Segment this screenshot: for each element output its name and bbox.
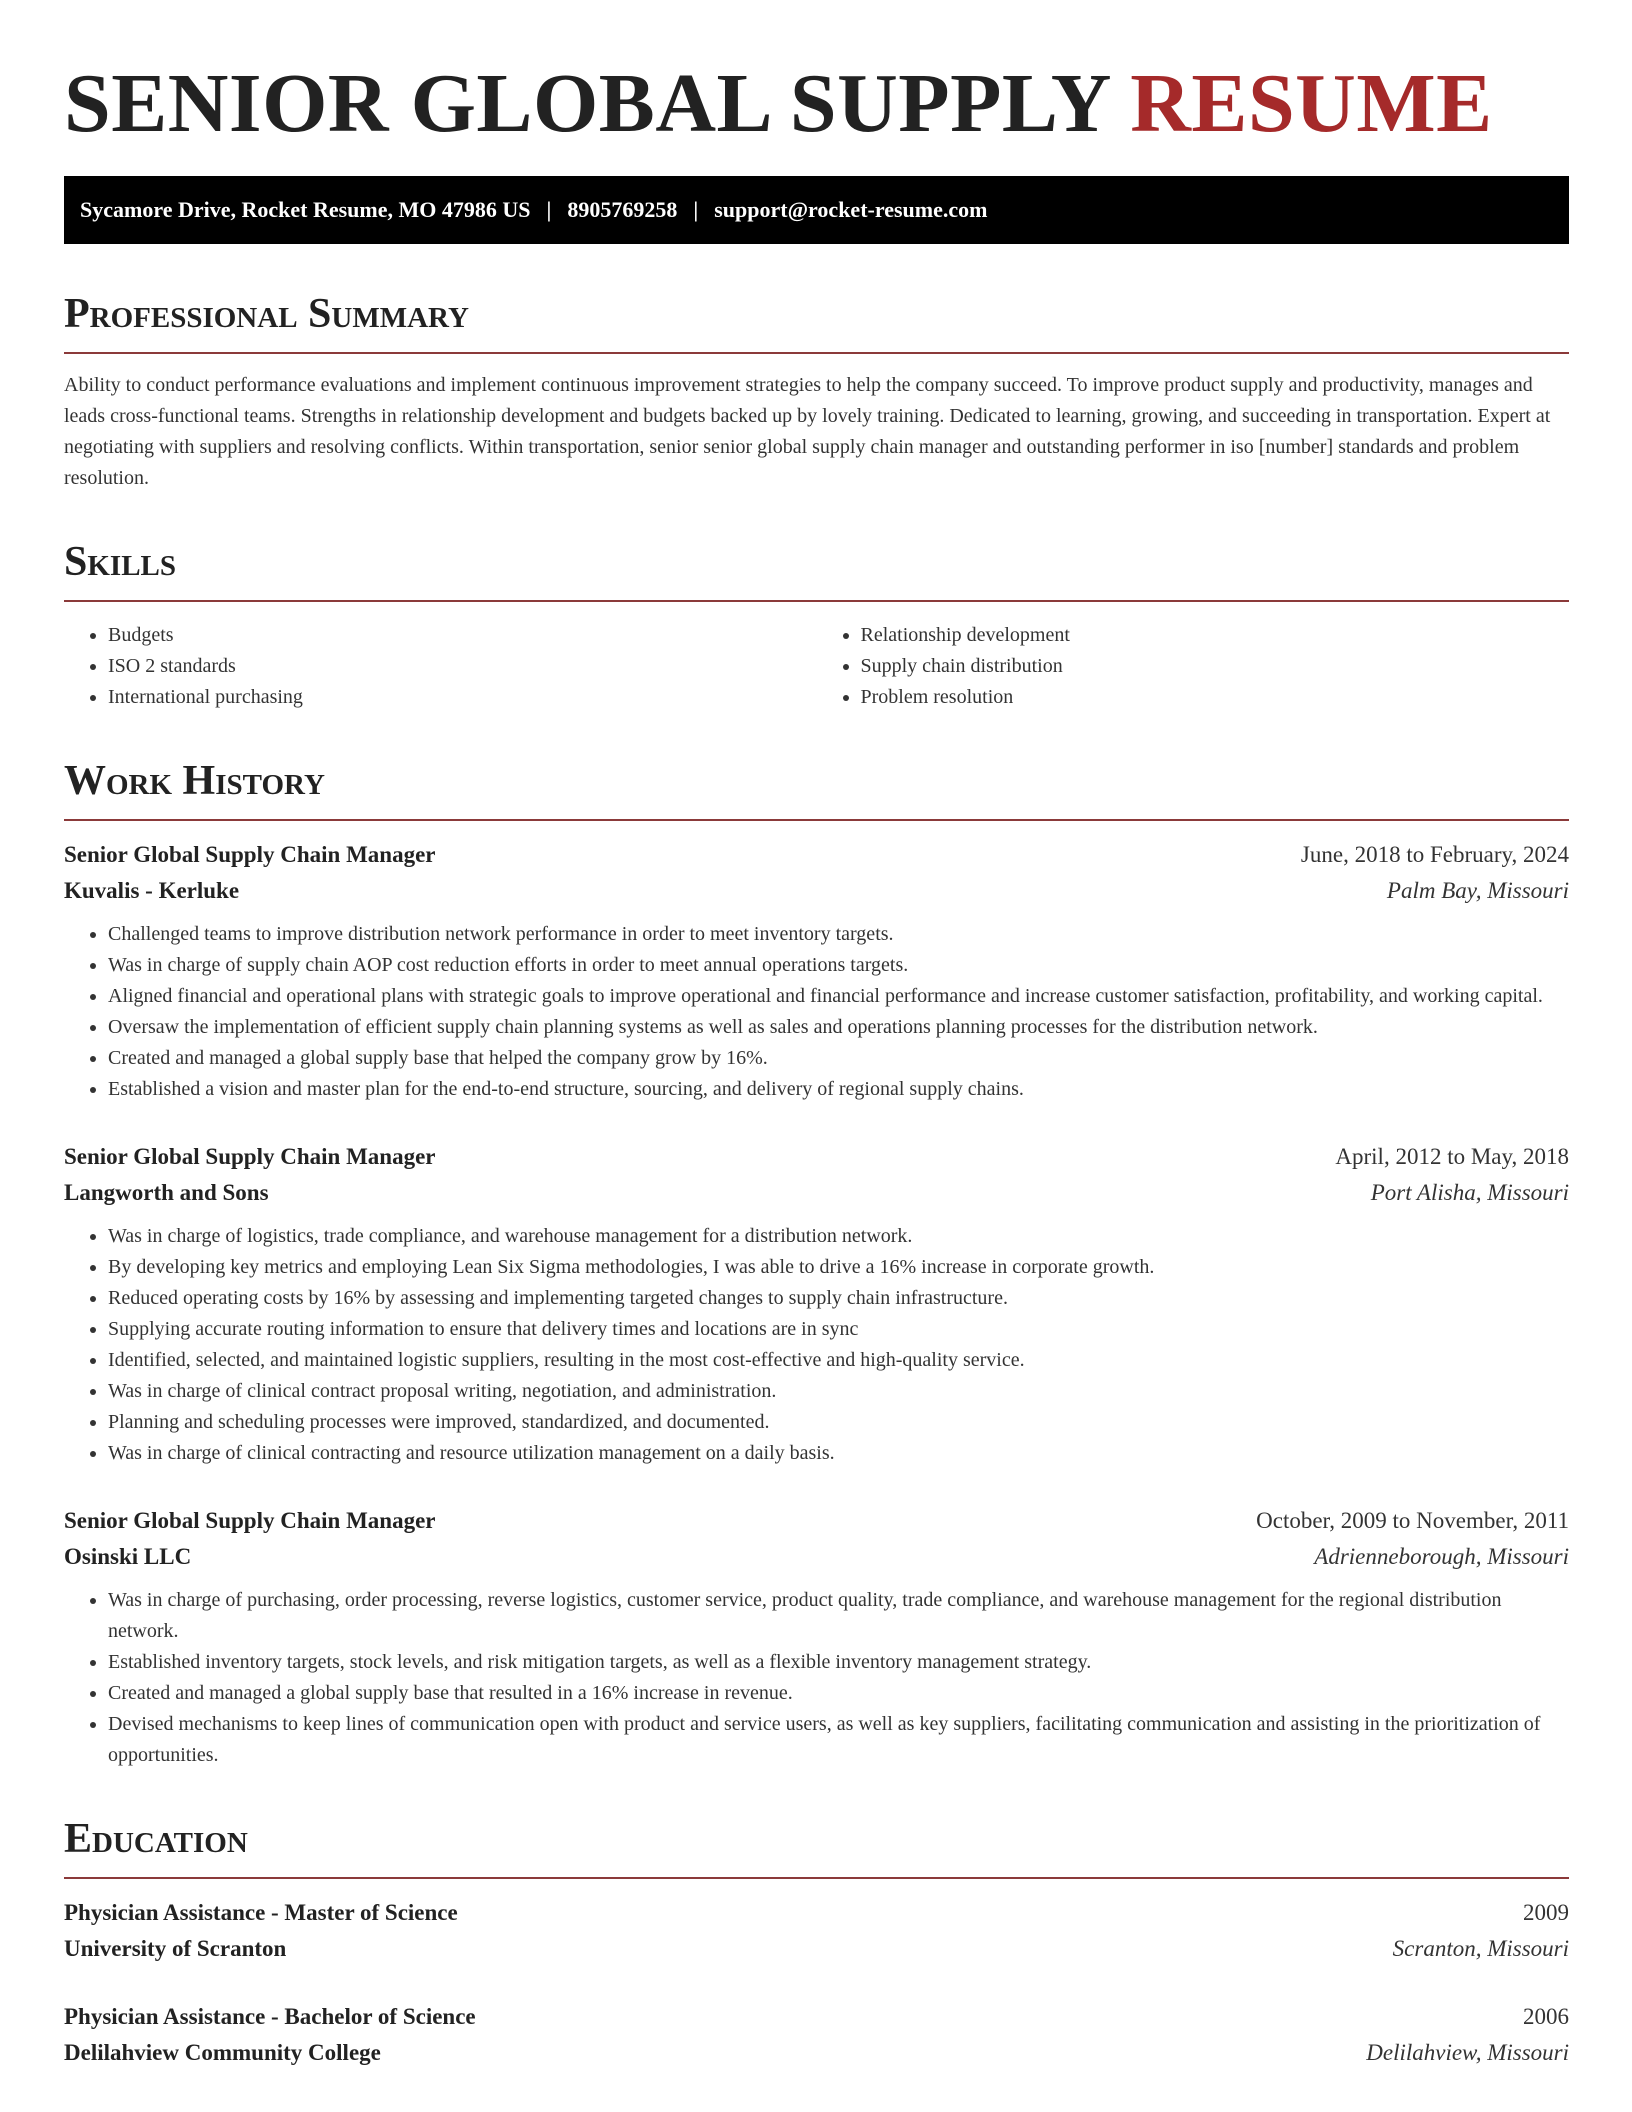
job-dates: April, 2012 to May, 2018 bbox=[1335, 1144, 1569, 1169]
job-bullet: • Was in charge of clinical contracting and resource utilization management on a daily basis. bbox=[108, 1438, 1569, 1469]
job-bullet: • Identified, selected, and maintained logistic suppliers, resulting in the most cost-effective and high-quality service. bbox=[108, 1345, 1569, 1376]
job-bullet: • Oversaw the implementation of efficient supply chain planning systems as well as sales and operations planning processes for the distribution network. bbox=[108, 1012, 1569, 1043]
education-entry bbox=[64, 1999, 1569, 2071]
education-year: 2009 bbox=[1523, 1900, 1569, 1925]
skills-column-right bbox=[817, 620, 1570, 713]
job-header-row bbox=[64, 1139, 1569, 1175]
job-bullet: • By developing key metrics and employing Lean Six Sigma methodologies, I was able to drive a 16% increase in corporate growth. bbox=[108, 1252, 1569, 1283]
education-entry bbox=[64, 1895, 1569, 1967]
job-header-row bbox=[64, 837, 1569, 873]
title-accent: RESUME bbox=[1130, 57, 1493, 150]
education-degree: Physician Assistance - Master of Science bbox=[64, 1900, 458, 1925]
job-location: Port Alisha, Missouri bbox=[1370, 1180, 1569, 1205]
job-bullet: • Was in charge of logistics, trade compliance, and warehouse management for a distribution network. bbox=[108, 1221, 1569, 1252]
job-company: Langworth and Sons bbox=[64, 1180, 269, 1205]
education-location: Scranton, Missouri bbox=[1392, 1936, 1569, 1961]
contact-address: Sycamore Drive, Rocket Resume, MO 47986 US bbox=[80, 197, 531, 222]
job-bullet: • Was in charge of supply chain AOP cost reduction efforts in order to meet annual operations targets. bbox=[108, 950, 1569, 981]
job-header-row bbox=[64, 1503, 1569, 1539]
education-school: Delilahview Community College bbox=[64, 2040, 381, 2065]
skill-item: • Problem resolution bbox=[861, 682, 1570, 713]
skill-item: • International purchasing bbox=[108, 682, 817, 713]
skills-list bbox=[64, 620, 1569, 713]
job-bullet: • Planning and scheduling processes were improved, standardized, and documented. bbox=[108, 1407, 1569, 1438]
skill-item: • ISO 2 standards bbox=[108, 651, 817, 682]
contact-separator: | bbox=[693, 197, 699, 222]
education-school-row bbox=[64, 1931, 1569, 1967]
resume-title bbox=[64, 56, 1569, 152]
skills-heading: Skills bbox=[64, 538, 1569, 602]
job-title: Senior Global Supply Chain Manager bbox=[64, 842, 436, 867]
job-bullet: • Devised mechanisms to keep lines of communication open with product and service users, as well as key suppliers, facilitating communication and assisting in the prioritization of opportunities. bbox=[108, 1709, 1569, 1771]
job-bullet: • Supplying accurate routing information to ensure that delivery times and locations are in sync bbox=[108, 1314, 1569, 1345]
job-company-row bbox=[64, 873, 1569, 909]
job-location: Adrienneborough, Missouri bbox=[1314, 1544, 1569, 1569]
education-school: University of Scranton bbox=[64, 1936, 287, 1961]
job-bullet: • Was in charge of clinical contract proposal writing, negotiation, and administration. bbox=[108, 1376, 1569, 1407]
skill-item: • Supply chain distribution bbox=[861, 651, 1570, 682]
job-bullet: • Established inventory targets, stock levels, and risk mitigation targets, as well as a flexible inventory management strategy. bbox=[108, 1647, 1569, 1678]
education-degree-row bbox=[64, 1895, 1569, 1931]
job-bullet: • Reduced operating costs by 16% by assessing and implementing targeted changes to supply chain infrastructure. bbox=[108, 1283, 1569, 1314]
skill-item: • Budgets bbox=[108, 620, 817, 651]
job-bullet: • Challenged teams to improve distribution network performance in order to meet inventory targets. bbox=[108, 919, 1569, 950]
education-year: 2006 bbox=[1523, 2004, 1569, 2029]
job-company: Kuvalis - Kerluke bbox=[64, 878, 240, 903]
job-title: Senior Global Supply Chain Manager bbox=[64, 1508, 436, 1533]
job-entry bbox=[64, 1139, 1569, 1469]
job-bullet: • Aligned financial and operational plans with strategic goals to improve operational and financial performance and increase customer satisfaction, profitability, and working capital. bbox=[108, 981, 1569, 1012]
job-company: Osinski LLC bbox=[64, 1544, 192, 1569]
contact-phone: 8905769258 bbox=[567, 197, 678, 222]
education-degree: Physician Assistance - Bachelor of Science bbox=[64, 2004, 476, 2029]
job-entry bbox=[64, 837, 1569, 1105]
skills-column-left bbox=[64, 620, 817, 713]
job-company-row bbox=[64, 1539, 1569, 1575]
job-title: Senior Global Supply Chain Manager bbox=[64, 1144, 436, 1169]
job-bullet: • Created and managed a global supply base that resulted in a 16% increase in revenue. bbox=[108, 1678, 1569, 1709]
education-heading: Education bbox=[64, 1815, 1569, 1879]
job-location: Palm Bay, Missouri bbox=[1386, 878, 1569, 903]
job-bullets bbox=[64, 1221, 1569, 1469]
title-main: SENIOR GLOBAL SUPPLY bbox=[64, 57, 1109, 150]
skill-item: • Relationship development bbox=[861, 620, 1570, 651]
education-degree-row bbox=[64, 1999, 1569, 2035]
contact-email: support@rocket-resume.com bbox=[714, 197, 988, 222]
job-bullets bbox=[64, 919, 1569, 1105]
education-school-row bbox=[64, 2035, 1569, 2071]
job-bullets bbox=[64, 1585, 1569, 1771]
education-location: Delilahview, Missouri bbox=[1366, 2040, 1569, 2065]
summary-text: Ability to conduct performance evaluations and implement continuous improvement strategies to help the company succeed. To improve product supply and productivity, manages and leads cross-functional teams. Strengths in relationship development and budgets backed up by lovely training. Dedicated to learning, growing, and succeeding in transportation. Expert at negotiating with suppliers and resolving conflicts. Within transportation, senior senior global supply chain manager and outstanding performer in iso [number] standards and problem resolution. bbox=[64, 374, 1551, 489]
job-company-row bbox=[64, 1175, 1569, 1211]
job-entry bbox=[64, 1503, 1569, 1771]
contact-bar bbox=[64, 176, 1569, 244]
job-bullet: • Created and managed a global supply base that helped the company grow by 16%. bbox=[108, 1043, 1569, 1074]
job-bullet: • Established a vision and master plan for the end-to-end structure, sourcing, and delivery of regional supply chains. bbox=[108, 1074, 1569, 1105]
contact-separator: | bbox=[546, 197, 552, 222]
job-dates: June, 2018 to February, 2024 bbox=[1300, 842, 1569, 867]
summary-heading: Professional Summary bbox=[64, 290, 1569, 354]
job-dates: October, 2009 to November, 2011 bbox=[1256, 1508, 1569, 1533]
work-history-heading: Work History bbox=[64, 757, 1569, 821]
job-bullet: • Was in charge of purchasing, order processing, reverse logistics, customer service, product quality, trade compliance, and warehouse management for the regional distribution network. bbox=[108, 1585, 1569, 1647]
resume-page bbox=[64, 0, 1569, 2071]
